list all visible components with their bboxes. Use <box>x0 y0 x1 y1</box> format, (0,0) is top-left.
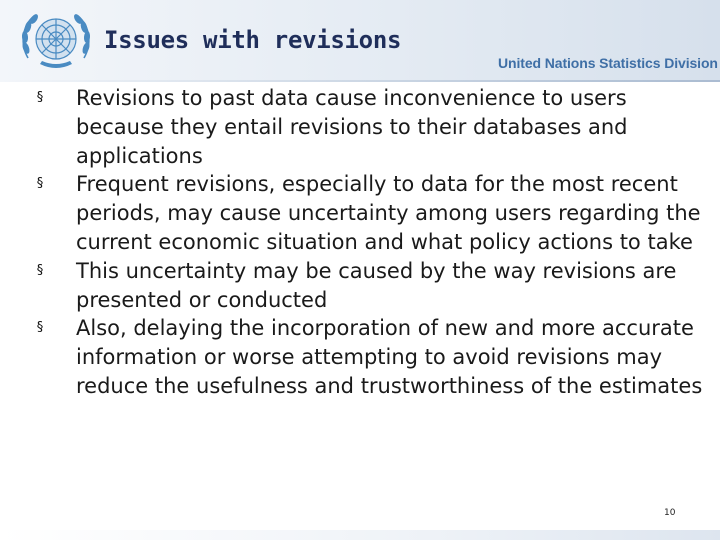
bullet-text: Frequent revisions, especially to data for the most recent periods, may cause uncertainty among users regarding the current economic situation and what policy actions to take <box>76 172 701 254</box>
bullet-list <box>0 84 720 401</box>
bullet-marker: § <box>36 90 44 105</box>
list-item <box>0 314 720 400</box>
list-item <box>0 257 720 315</box>
list-item <box>0 84 720 170</box>
organization-name: United Nations Statistics Division <box>498 55 718 71</box>
bullet-text: Revisions to past data cause inconvenience to users because they entail revisions to their databases and applications <box>76 86 628 168</box>
page-number: 10 <box>664 508 676 518</box>
page-title: Issues with revisions <box>104 26 402 54</box>
bullet-text: Also, delaying the incorporation of new and more accurate information or worse attempting to avoid revisions may reduce the usefulness and trustworthiness of the estimates <box>76 316 703 398</box>
bullet-marker: § <box>36 176 44 192</box>
bullet-marker: § <box>36 320 44 336</box>
bullet-marker: § <box>36 262 44 278</box>
un-emblem-icon <box>18 8 94 74</box>
footer-band <box>0 530 720 540</box>
list-item <box>0 170 720 256</box>
bullet-text: This uncertainty may be caused by the way revisions are presented or conducted <box>76 258 677 312</box>
